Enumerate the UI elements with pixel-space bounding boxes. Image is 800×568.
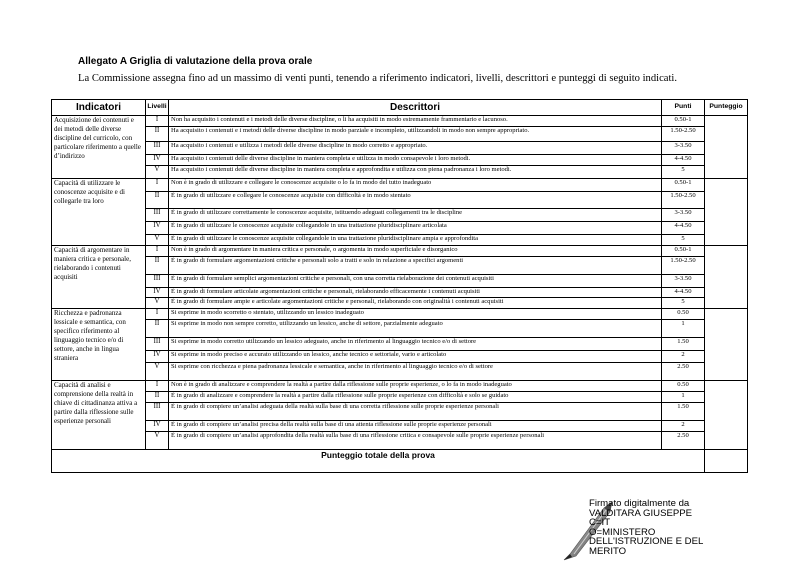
points-cell: 2 [662,351,705,363]
level-cell: IV [146,288,169,298]
points-cell: 1 [662,392,705,403]
table-row [52,320,748,338]
descriptor-cell: È in grado di compiere un’analisi precisa della realtà sulla base di una attenta riflessione sulle proprie esperienze personali [169,421,662,432]
indicator-cell: Capacità di analisi e comprensione della realtà in chiave di cittadinanza attiva a partire dalla riflessione sulle esperienze personali [52,381,146,450]
points-cell: 2.50 [662,363,705,381]
level-cell: III [146,275,169,288]
table-row [52,309,748,320]
table-row [52,257,748,275]
table-row [52,155,748,166]
table-row [52,288,748,298]
descriptor-cell: Si esprime in modo preciso e accurato utilizzando un lessico, anche tecnico e settoriale, vario e articolato [169,351,662,363]
level-cell: I [146,179,169,192]
score-cell[interactable] [705,116,748,179]
descriptor-cell: Si esprime in modo non sempre corretto, utilizzando un lessico, anche di settore, parzialmente adeguato [169,320,662,338]
level-cell: IV [146,421,169,432]
score-cell[interactable] [705,246,748,309]
header-punteggio: Punteggio [705,100,748,116]
level-cell: I [146,116,169,127]
table-row [52,192,748,209]
page-heading: Allegato A Griglia di valutazione della prova orale [78,56,313,67]
table-row [52,421,748,432]
total-label: Punteggio totale della prova [52,450,705,473]
descriptor-cell: Ha acquisito i contenuti delle diverse discipline in maniera completa e approfondita e utilizza con piena padronanza i loro metodi. [169,166,662,179]
table-row [52,381,748,392]
level-cell: III [146,209,169,222]
signature-line: Firmato digitalmente da [589,498,690,509]
level-cell: II [146,127,169,142]
indicator-cell: Acquisizione dei contenuti e dei metodi delle diverse discipline del curricolo, con particolare riferimento a quelle d’indirizzo [52,116,146,179]
level-cell: I [146,246,169,257]
total-score-cell[interactable] [705,450,748,473]
level-cell: I [146,309,169,320]
descriptor-cell: Si esprime in modo corretto utilizzando un lessico adeguato, anche in riferimento al linguaggio tecnico e/o di settore [169,338,662,351]
score-cell[interactable] [705,309,748,381]
table-row [52,166,748,179]
points-cell: 2.50 [662,432,705,450]
level-cell: II [146,257,169,275]
descriptor-cell: È in grado di formulare semplici argomentazioni critiche e personali, con una corretta rielaborazione dei contenuti acquisiti [169,275,662,288]
points-cell: 0.50-1 [662,179,705,192]
descriptor-cell: È in grado di utilizzare le conoscenze acquisite collegandole in una trattazione pluridisciplinare ampia e approfondita [169,235,662,246]
level-cell: III [146,403,169,421]
table-row [52,246,748,257]
level-cell: IV [146,155,169,166]
level-cell: I [146,381,169,392]
descriptor-cell: Si esprime con ricchezza e piena padronanza lessicale e semantica, anche in riferimento al linguaggio tecnico e/o di settore [169,363,662,381]
signature-line: VALDITARA GIUSEPPE [589,507,693,519]
table-row [52,235,748,246]
table-row [52,179,748,192]
descriptor-cell: È in grado di formulare argomentazioni critiche e personali solo a tratti e solo in relazione a specifici argomenti [169,257,662,275]
level-cell: II [146,392,169,403]
level-cell: V [146,235,169,246]
signature-line: MERITO [589,545,627,557]
table-row [52,127,748,142]
level-cell: V [146,298,169,309]
level-cell: II [146,192,169,209]
points-cell: 1.50-2.50 [662,127,705,142]
points-cell: 3-3.50 [662,209,705,222]
signature-line: O=MINISTERO [589,526,656,538]
indicator-cell: Capacità di utilizzare le conoscenze acquisite e di collegarle tra loro [52,179,146,246]
points-cell: 5 [662,298,705,309]
signature-block [589,499,703,557]
points-cell: 5 [662,235,705,246]
table-row [52,403,748,421]
points-cell: 5 [662,166,705,179]
score-cell[interactable] [705,381,748,450]
descriptor-cell: È in grado di utilizzare e collegare le conoscenze acquisite con difficoltà e in modo stentato [169,192,662,209]
descriptor-cell: Non è in grado di utilizzare e collegare le conoscenze acquisite o lo fa in modo del tutto inadeguato [169,179,662,192]
descriptor-cell: È in grado di compiere un’analisi approfondita della realtà sulla base di una riflessione critica e consapevole sulle proprie esperienze personali [169,432,662,450]
descriptor-cell: Ha acquisito i contenuti e utilizza i metodi delle diverse discipline in modo corretto e appropriato. [169,142,662,155]
points-cell: 3-3.50 [662,275,705,288]
table-row [52,275,748,288]
header-indicatori: Indicatori [52,100,146,116]
score-cell[interactable] [705,179,748,246]
level-cell: IV [146,222,169,235]
table-row [52,432,748,450]
level-cell: V [146,363,169,381]
descriptor-cell: Ha acquisito i contenuti e i metodi delle diverse discipline in modo parziale e incompleto, utilizzandoli in modo non sempre appropriato. [169,127,662,142]
table-row [52,142,748,155]
header-punti: Punti [662,100,705,116]
descriptor-cell: È in grado di formulare ampie e articolate argomentazioni critiche e personali, rielaborando con originalità i contenuti acquisiti [169,298,662,309]
points-cell: 1.50-2.50 [662,257,705,275]
points-cell: 4-4.50 [662,288,705,298]
points-cell: 1.50-2.50 [662,192,705,209]
descriptor-cell: È in grado di utilizzare le conoscenze acquisite collegandole in una trattazione pluridisciplinare articolata [169,222,662,235]
level-cell: III [146,338,169,351]
table-row [52,209,748,222]
evaluation-grid [51,99,748,473]
intro-paragraph: La Commissione assegna fino ad un massimo di venti punti, tenendo a riferimento indicatori, livelli, descrittori e punteggi di seguito indicati. [78,73,678,84]
points-cell: 0.50-1 [662,116,705,127]
level-cell: V [146,166,169,179]
descriptor-cell: È in grado di utilizzare correttamente le conoscenze acquisite, istituendo adeguati collegamenti tra le discipline [169,209,662,222]
points-cell: 0.50 [662,309,705,320]
indicator-cell: Ricchezza e padronanza lessicale e semantica, con specifico riferimento al linguaggio tecnico e/o di settore, anche in lingua straniera [52,309,146,381]
indicator-cell: Capacità di argomentare in maniera critica e personale, rielaborando i contenuti acquisiti [52,246,146,309]
level-cell: III [146,142,169,155]
table-row [52,116,748,127]
descriptor-cell: Ha acquisito i contenuti delle diverse discipline in maniera completa e utilizza in modo consapevole i loro metodi. [169,155,662,166]
points-cell: 1 [662,320,705,338]
descriptor-cell: È in grado di analizzare e comprendere la realtà a partire dalla riflessione sulle proprie esperienze con difficoltà e solo se guidato [169,392,662,403]
descriptor-cell: Non ha acquisito i contenuti e i metodi delle diverse discipline, o li ha acquisiti in modo estremamente frammentario e lacunoso. [169,116,662,127]
signature-line: DELL'ISTRUZIONE E DEL [589,536,704,548]
table-row [52,351,748,363]
table-row [52,338,748,351]
points-cell: 4-4.50 [662,222,705,235]
level-cell: V [146,432,169,450]
total-row [52,450,748,473]
header-row [52,100,748,116]
points-cell: 0.50-1 [662,246,705,257]
points-cell: 1.50 [662,403,705,421]
header-descrittori: Descrittori [169,100,662,116]
points-cell: 0.50 [662,381,705,392]
descriptor-cell: Si esprime in modo scorretto o stentato, utilizzando un lessico inadeguato [169,309,662,320]
signature-line: C=IT [589,517,611,529]
points-cell: 1.50 [662,338,705,351]
descriptor-cell: Non è in grado di analizzare e comprendere la realtà a partire dalla riflessione sulle proprie esperienze, o lo fa in modo inadeguato [169,381,662,392]
level-cell: II [146,320,169,338]
descriptor-cell: Non è in grado di argomentare in maniera critica e personale, o argomenta in modo superficiale e disorganico [169,246,662,257]
table-row [52,222,748,235]
header-livelli: Livelli [146,100,169,116]
points-cell: 4-4.50 [662,155,705,166]
descriptor-cell: È in grado di compiere un’analisi adeguata della realtà sulla base di una corretta riflessione sulle proprie esperienze personali [169,403,662,421]
level-cell: IV [146,351,169,363]
table-row [52,298,748,309]
descriptor-cell: È in grado di formulare articolate argomentazioni critiche e personali, rielaborando efficacemente i contenuti acquisiti [169,288,662,298]
points-cell: 2 [662,421,705,432]
table-row [52,392,748,403]
table-row [52,363,748,381]
points-cell: 3-3.50 [662,142,705,155]
